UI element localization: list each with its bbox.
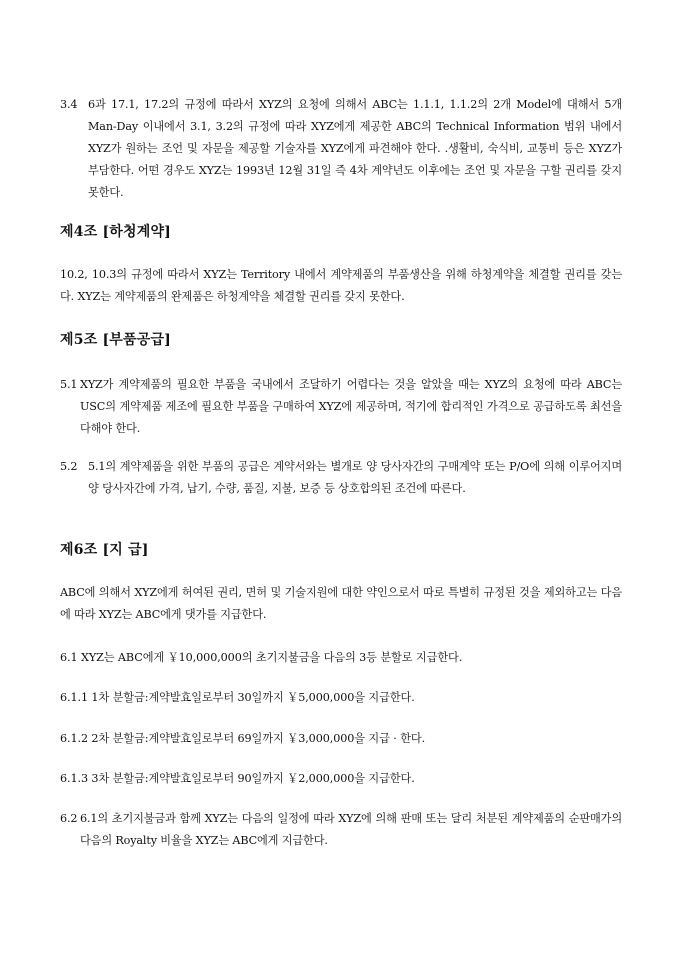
- article-4-body: [60, 264, 622, 308]
- clause-text: 6.1의 초기지불금과 함께 XYZ는 다음의 일정에 따라 XYZ에 의해 판매 또는 달리 처분된 계약제품의 순판매가의 다음의 Royalty 비율을 XYZ는 ABC에게 지급한다.: [80, 812, 622, 847]
- clause-text: 6과 17.1, 17.2의 규정에 따라서 XYZ의 요청에 의해서 ABC는 1.1.1, 1.1.2의 2개 Model에 대해서 5개 Man-Day 이내에서 3.1, 3.2의 규정에 따라 XYZ에게 제공한 ABC의 Technical Information 범위 내에서 XYZ가 원하는 조언 및 자문을 제공할 기술자를 XYZ에게 파견해야 한다. .생활비, 숙식비, 교통비 등은 XYZ가 부담한다. 어떤 경우도 XYZ는 1993년 12월 31일 즉 4차 계약년도 이후에는 조언 및 자문을 구할 권리를 갖지 못한다.: [88, 98, 622, 199]
- clause-3-4: [60, 94, 622, 204]
- paragraph-text: 10.2, 10.3의 규정에 따라서 XYZ는 Territory 내에서 계약제품의 부품생산을 위해 하청계약을 체결할 권리를 갖는다. XYZ는 계약제품의 완제품은 하청계약을 체결할 권리를 갖지 못한다.: [60, 268, 622, 303]
- clause-text: 5.1의 계약제품을 위한 부품의 공급은 계약서와는 별개로 양 당사자간의 구매계약 또는 P/O에 의해 이루어지며 양 당사자간에 가격, 납기, 수량, 품질, 지불, 보증 등 상호합의된 조건에 따른다.: [88, 460, 622, 495]
- clause-number: 5.2: [60, 460, 78, 473]
- clause-5-1: [60, 374, 622, 440]
- clause-6-1-2: 6.1.2 2차 분할금:계약발효일로부터 69일까지 ￥3,000,000을 지급 · 한다.: [60, 732, 426, 745]
- article-5-heading: 제5조 [부품공급]: [60, 332, 172, 348]
- article-6-heading: 제6조 [지 급]: [60, 542, 149, 558]
- clause-number: 3.4: [60, 98, 78, 111]
- clause-number: 5.1: [60, 378, 78, 391]
- clause-6-2: [60, 808, 622, 852]
- clause-6-1-3: 6.1.3 3차 분할금:계약발효일로부터 90일까지 ￥2,000,000을 지급한다.: [60, 772, 415, 785]
- clause-6-1-1: 6.1.1 1차 분할금:계약발효일로부터 30일까지 ￥5,000,000을 지급한다.: [60, 691, 415, 704]
- clause-text: XYZ가 계약제품의 필요한 부품을 국내에서 조달하기 어렵다는 것을 알았을 때는 XYZ의 요청에 따라 ABC는 USC의 계약제품 제조에 필요한 부품을 구매하여 XYZ에 제공하며, 적기에 합리적인 가격으로 공급하도록 최선을 다해야 한다.: [80, 378, 622, 435]
- clause-6-1: 6.1 XYZ는 ABC에게 ￥10,000,000의 초기지불금을 다음의 3등 분할로 지급한다.: [60, 651, 463, 664]
- article-6-intro: [60, 582, 622, 626]
- clause-5-2: [60, 456, 622, 500]
- article-4-heading: 제4조 [하청계약]: [60, 224, 172, 240]
- clause-number: 6.2: [60, 812, 78, 825]
- paragraph-text: ABC에 의해서 XYZ에게 허여된 권리, 면허 및 기술지원에 대한 약인으로서 따로 특별히 규정된 것을 제외하고는 다음에 따라 XYZ는 ABC에게 댓가를 지급한다.: [60, 586, 622, 621]
